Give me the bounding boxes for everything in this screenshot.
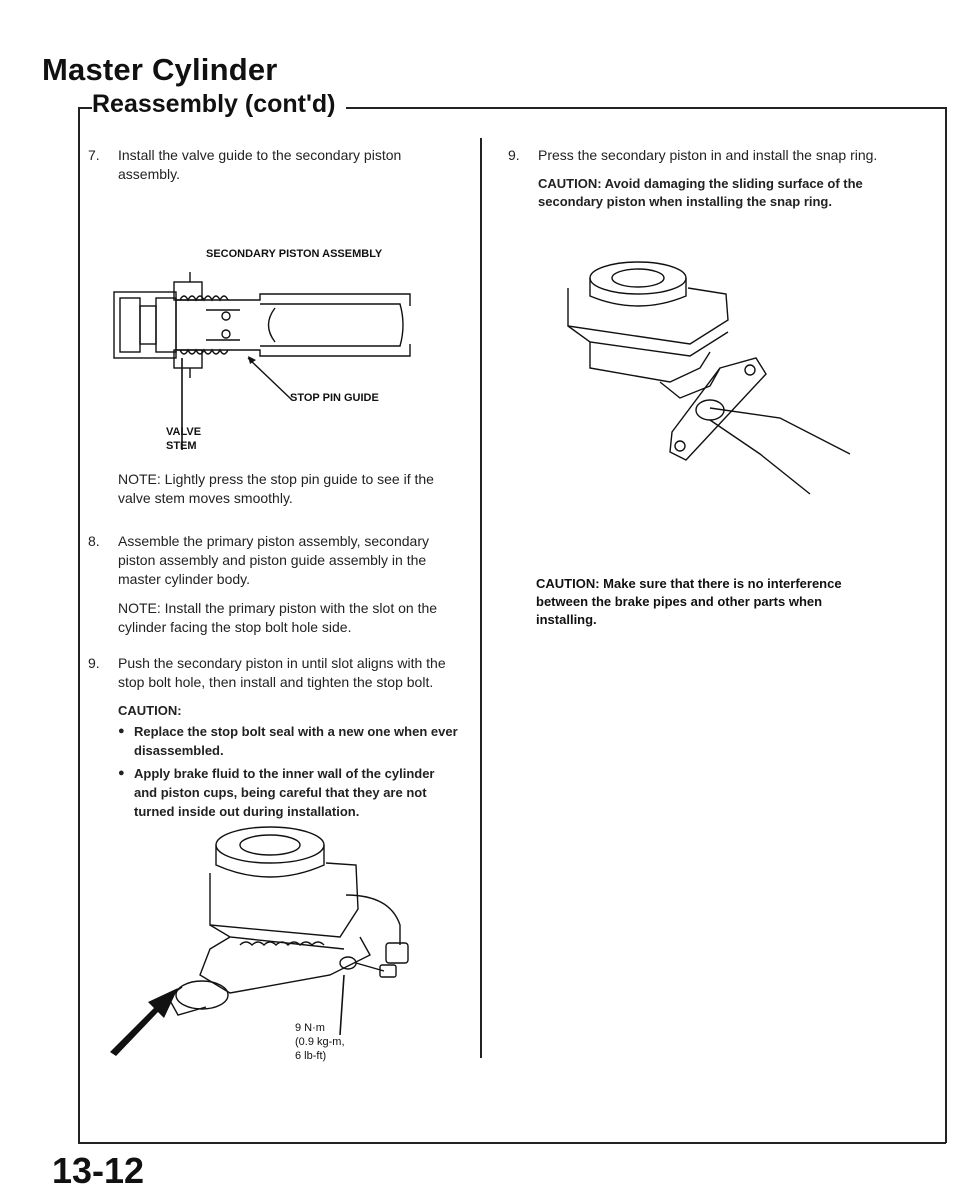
section-subtitle: Reassembly (cont'd) (92, 90, 346, 119)
direction-arrow (104, 980, 184, 1060)
step-9-right-text: Press the secondary piston in and install the snap ring. (538, 147, 878, 163)
secondary-piston-assembly-figure (110, 268, 440, 458)
torque-lbft: 6 lb-ft) (295, 1050, 327, 1062)
note-stop-pin: NOTE: Lightly press the stop pin guide to see if the valve stem moves smoothly. (118, 471, 434, 506)
snap-ring-install-figure (560, 258, 860, 508)
torque-kgm: (0.9 kg-m, (295, 1036, 345, 1048)
caution-brake-pipes: CAUTION: Make sure that there is no interference between the brake pipes and other parts when installing. (536, 576, 842, 627)
step-7-text: Install the valve guide to the secondary piston assembly. (118, 147, 402, 182)
frame-right-border (945, 107, 947, 1143)
step-9-left (88, 654, 460, 825)
caution-snap-ring: CAUTION: Avoid damaging the sliding surface of the secondary piston when installing the snap ring. (538, 176, 863, 209)
step-9-left-text: Push the secondary piston in until slot aligns with the stop bolt hole, then install and tighten the stop bolt. (118, 655, 446, 690)
step-7-number: 7. (88, 147, 100, 163)
caution-label: CAUTION: (118, 703, 182, 718)
step-8-note: NOTE: Install the primary piston with the slot on the cylinder facing the stop bolt hole side. (118, 600, 438, 635)
step-8-number: 8. (88, 533, 100, 549)
step-9-left-number: 9. (88, 655, 100, 671)
frame-bottom-border (78, 1142, 946, 1144)
step-9-right (508, 146, 878, 211)
step-8-text: Assemble the primary piston assembly, secondary piston assembly and piston guide assembly in the master cylinder body. (118, 533, 429, 587)
step-7 (88, 146, 460, 184)
label-valve: VALVE (166, 426, 202, 438)
caution-bullet-1: ● Replace the stop bolt seal with a new one when ever disassembled. (118, 722, 460, 760)
column-divider (480, 138, 482, 1058)
label-stem: STEM (166, 440, 197, 452)
caution-bullet-2: ● Apply brake fluid to the inner wall of the cylinder and piston cups, being careful that they are not turned inside out during installation. (118, 764, 460, 821)
step-9-right-number: 9. (508, 147, 520, 163)
frame-left-border (78, 107, 80, 1143)
step-8 (88, 532, 460, 637)
torque-value: 9 N·m (295, 1022, 325, 1034)
master-cylinder-stop-bolt-figure (170, 825, 420, 1055)
page-title: Master Cylinder (42, 52, 278, 87)
page-number: 13-12 (52, 1150, 145, 1191)
label-stop-pin-guide: STOP PIN GUIDE (290, 392, 379, 404)
figure1-title: SECONDARY PISTON ASSEMBLY (206, 248, 383, 260)
